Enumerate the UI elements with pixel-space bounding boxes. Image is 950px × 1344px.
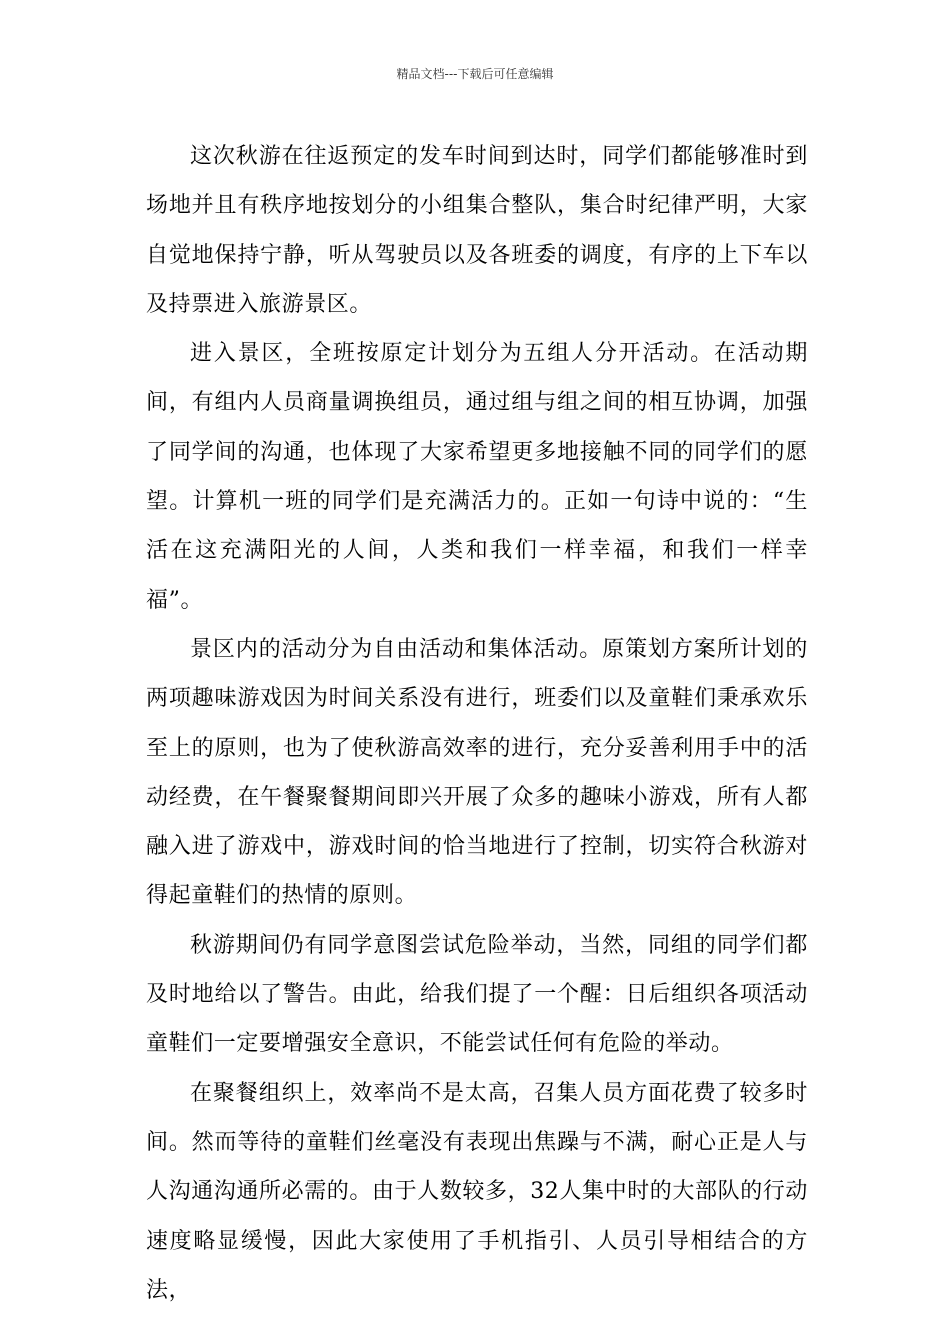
paragraph-1: 这次秋游在往返预定的发车时间到达时，同学们都能够准时到场地并且有秩序地按划分的小组集合整队，集合时纪律严明，大家自觉地保持宁静，听从驾驶员以及各班委的调度，有序的上下车以及持票进入旅游景区。 xyxy=(146,144,808,317)
paragraph-3: 景区内的活动分为自由活动和集体活动。原策划方案所计划的两项趣味游戏因为时间关系没有进行，班委们以及童鞋们秉承欢乐至上的原则，也为了使秋游高效率的进行，充分妥善利用手中的活动经费，在午餐聚餐期间即兴开展了众多的趣味小游戏，所有人都融入进了游戏中，游戏时间的恰当地进行了控制，切实符合秋游对得起童鞋们的热情的原则。 xyxy=(146,636,808,909)
paragraph-2: 进入景区，全班按原定计划分为五组人分开活动。在活动期间，有组内人员商量调换组员，通过组与组之间的相互协调，加强了同学间的沟通，也体现了大家希望更多地接触不同的同学们的愿望。计算机一班的同学们是充满活力的。正如一句诗中说的：“生活在这充满阳光的人间，人类和我们一样幸福，和我们一样幸福”。 xyxy=(146,341,808,613)
page-header: 精品文档---下载后可任意编辑 xyxy=(396,67,554,81)
paragraph-4: 秋游期间仍有同学意图尝试危险举动，当然，同组的同学们都及时地给以了警告。由此，给我们提了一个醒：日后组织各项活动童鞋们一定要增强安全意识，不能尝试任何有危险的举动。 xyxy=(146,932,808,1057)
document-body xyxy=(146,132,808,1315)
paragraph-5: 在聚餐组织上，效率尚不是太高，召集人员方面花费了较多时间。然而等待的童鞋们丝毫没有表现出焦躁与不满，耐心正是人与人沟通沟通所必需的。由于人数较多，32人集中时的大部队的行动速度略显缓慢，因此大家使用了手机指引、人员引导相结合的方法， xyxy=(146,1080,808,1303)
